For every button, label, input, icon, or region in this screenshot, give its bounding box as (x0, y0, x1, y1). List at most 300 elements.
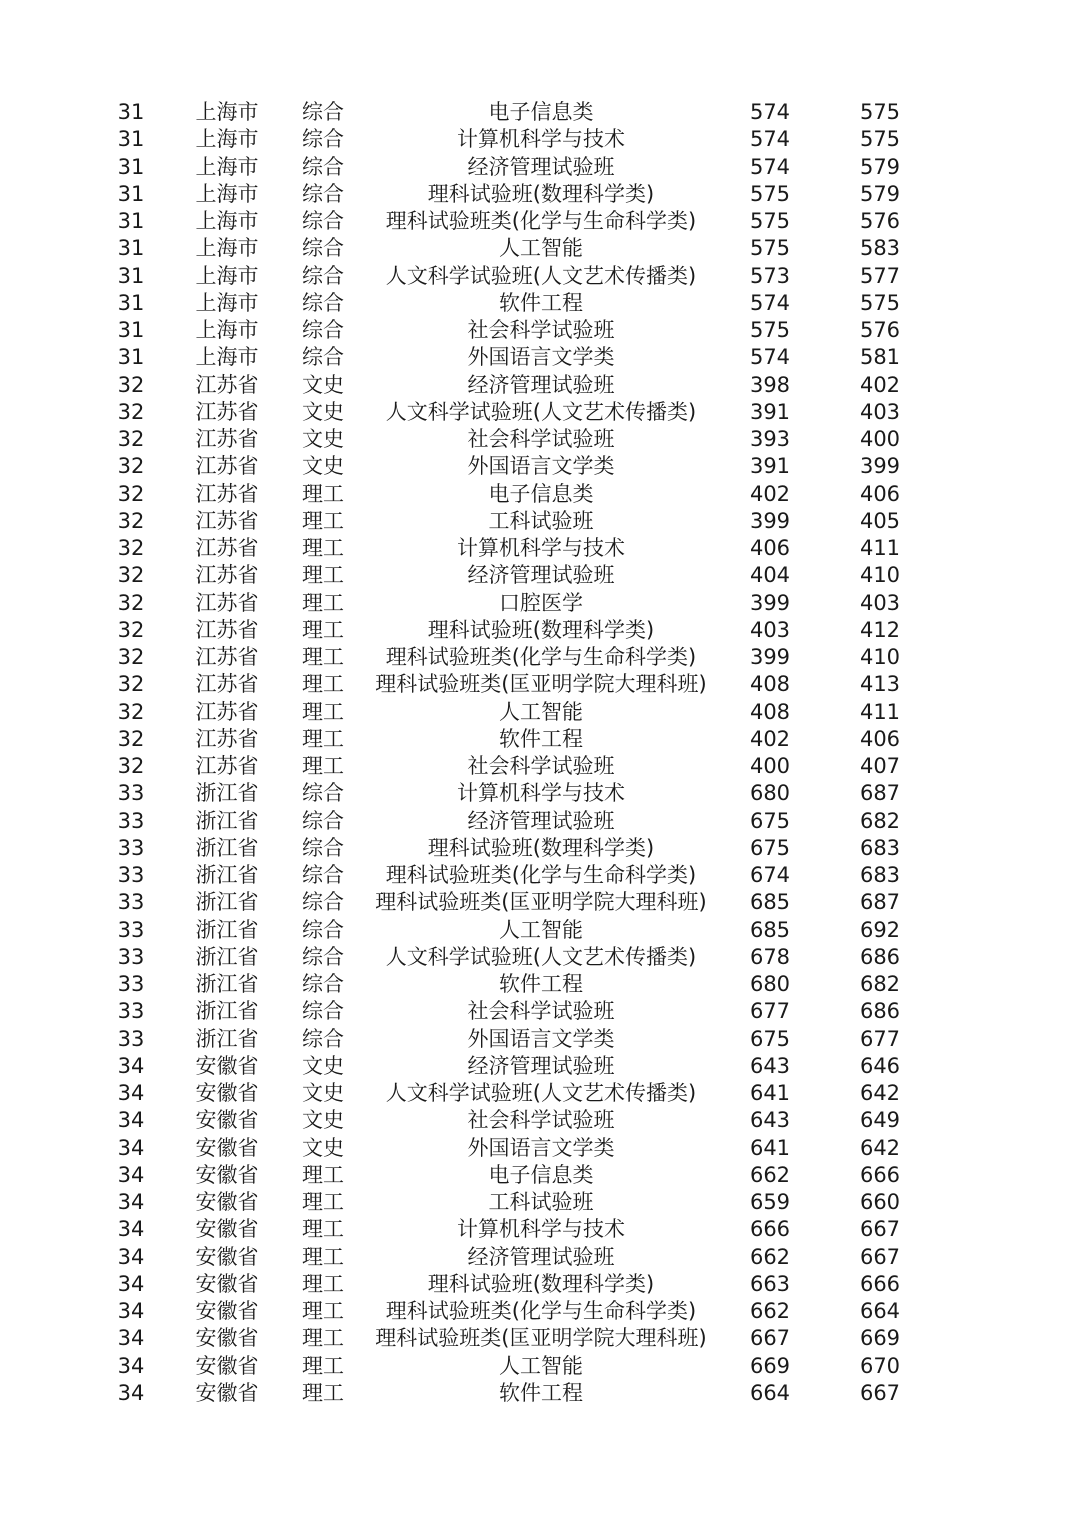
max-score-cell: 642 (859, 1081, 901, 1105)
table-row (0, 535, 1080, 562)
max-score-cell: 579 (859, 181, 901, 206)
max-score-cell: 412 (859, 617, 901, 642)
province-cell: 江苏省 (195, 645, 259, 669)
category-cell: 文史 (302, 454, 344, 479)
min-score-cell: 408 (749, 672, 791, 697)
min-score-cell: 573 (749, 263, 791, 288)
province-code-cell: 32 (117, 399, 145, 424)
table-row (0, 372, 1080, 399)
max-score-cell: 646 (859, 1053, 901, 1078)
table-row (0, 99, 1080, 126)
max-score-cell: 683 (859, 863, 901, 887)
province-code-cell: 32 (117, 427, 145, 451)
table-row (0, 290, 1080, 317)
province-code-cell: 34 (117, 1244, 145, 1269)
province-cell: 安徽省 (195, 1244, 259, 1269)
max-score-cell: 667 (859, 1244, 901, 1269)
major-cell: 工科试验班 (488, 508, 594, 533)
max-score-cell: 406 (859, 726, 901, 751)
major-cell: 人文科学试验班(人文艺术传播类) (385, 399, 697, 424)
major-cell: 人文科学试验班(人文艺术传播类) (385, 263, 697, 288)
table-row (0, 1135, 1080, 1162)
province-cell: 安徽省 (195, 1271, 259, 1296)
category-cell: 综合 (302, 944, 344, 969)
province-code-cell: 33 (117, 944, 145, 969)
table-row (0, 944, 1080, 971)
max-score-cell: 410 (859, 563, 901, 588)
category-cell: 理工 (302, 754, 344, 778)
province-code-cell: 32 (117, 563, 145, 588)
province-code-cell: 32 (117, 481, 145, 506)
min-score-cell: 575 (749, 181, 791, 206)
major-cell: 人工智能 (499, 236, 583, 261)
major-cell: 人文科学试验班(人文艺术传播类) (385, 944, 697, 969)
province-code-cell: 32 (117, 699, 145, 724)
max-score-cell: 583 (859, 236, 901, 261)
min-score-cell: 399 (749, 508, 791, 533)
category-cell: 理工 (302, 1271, 344, 1296)
max-score-cell: 649 (859, 1108, 901, 1133)
table-row (0, 1189, 1080, 1216)
min-score-cell: 685 (749, 890, 791, 915)
table-row (0, 644, 1080, 671)
category-cell: 文史 (302, 1053, 344, 1078)
min-score-cell: 574 (749, 127, 791, 152)
major-cell: 软件工程 (499, 972, 583, 996)
table-row (0, 481, 1080, 508)
min-score-cell: 399 (749, 590, 791, 615)
max-score-cell: 667 (859, 1217, 901, 1242)
max-score-cell: 660 (859, 1190, 901, 1214)
major-cell: 计算机科学与技术 (457, 536, 625, 560)
province-code-cell: 34 (117, 1108, 145, 1133)
major-cell: 经济管理试验班 (467, 1244, 615, 1269)
max-score-cell: 682 (859, 972, 901, 996)
max-score-cell: 405 (859, 508, 901, 533)
province-cell: 江苏省 (195, 399, 259, 424)
province-code-cell: 32 (117, 536, 145, 560)
province-cell: 浙江省 (195, 972, 259, 996)
min-score-cell: 398 (749, 372, 791, 397)
province-code-cell: 31 (117, 318, 145, 342)
major-cell: 外国语言文学类 (467, 1135, 615, 1160)
province-code-cell: 33 (117, 917, 145, 942)
max-score-cell: 575 (859, 100, 901, 124)
major-cell: 电子信息类 (488, 481, 594, 506)
table-row (0, 699, 1080, 726)
min-score-cell: 402 (749, 481, 791, 506)
province-cell: 浙江省 (195, 999, 259, 1024)
min-score-cell: 678 (749, 944, 791, 969)
table-row (0, 1053, 1080, 1080)
table-row (0, 862, 1080, 889)
province-code-cell: 32 (117, 508, 145, 533)
min-score-cell: 664 (749, 1380, 791, 1405)
category-cell: 综合 (302, 236, 344, 261)
max-score-cell: 577 (859, 263, 901, 288)
major-cell: 理科试验班(数理科学类) (427, 617, 655, 642)
min-score-cell: 680 (749, 781, 791, 806)
min-score-cell: 675 (749, 835, 791, 860)
max-score-cell: 413 (859, 672, 901, 697)
min-score-cell: 402 (749, 726, 791, 751)
category-cell: 综合 (302, 808, 344, 833)
table-row (0, 617, 1080, 644)
major-cell: 软件工程 (499, 726, 583, 751)
table-row (0, 208, 1080, 235)
category-cell: 文史 (302, 1108, 344, 1133)
province-cell: 江苏省 (195, 508, 259, 533)
category-cell: 理工 (302, 590, 344, 615)
province-code-cell: 32 (117, 726, 145, 751)
table-row (0, 1244, 1080, 1271)
max-score-cell: 677 (859, 1026, 901, 1051)
province-code-cell: 34 (117, 1053, 145, 1078)
province-code-cell: 31 (117, 290, 145, 315)
min-score-cell: 675 (749, 1026, 791, 1051)
max-score-cell: 576 (859, 318, 901, 342)
category-cell: 理工 (302, 1244, 344, 1269)
province-cell: 浙江省 (195, 808, 259, 833)
province-code-cell: 33 (117, 999, 145, 1024)
major-cell: 人工智能 (499, 699, 583, 724)
table-row (0, 508, 1080, 535)
max-score-cell: 581 (859, 345, 901, 370)
province-cell: 浙江省 (195, 781, 259, 806)
category-cell: 理工 (302, 1299, 344, 1323)
major-cell: 外国语言文学类 (467, 454, 615, 479)
min-score-cell: 408 (749, 699, 791, 724)
category-cell: 综合 (302, 835, 344, 860)
table-row (0, 1271, 1080, 1298)
province-cell: 上海市 (195, 127, 259, 152)
max-score-cell: 407 (859, 754, 901, 778)
major-cell: 理科试验班(数理科学类) (427, 1271, 655, 1296)
max-score-cell: 683 (859, 835, 901, 860)
province-cell: 江苏省 (195, 726, 259, 751)
min-score-cell: 574 (749, 154, 791, 179)
table-row (0, 1298, 1080, 1325)
category-cell: 综合 (302, 781, 344, 806)
category-cell: 理工 (302, 726, 344, 751)
major-cell: 经济管理试验班 (467, 808, 615, 833)
category-cell: 理工 (302, 645, 344, 669)
major-cell: 社会科学试验班 (467, 1108, 615, 1133)
min-score-cell: 391 (749, 454, 791, 479)
min-score-cell: 391 (749, 399, 791, 424)
major-cell: 计算机科学与技术 (457, 127, 625, 152)
max-score-cell: 400 (859, 427, 901, 451)
max-score-cell: 687 (859, 890, 901, 915)
category-cell: 综合 (302, 209, 344, 233)
table-row (0, 126, 1080, 153)
province-cell: 上海市 (195, 263, 259, 288)
table-row (0, 344, 1080, 371)
province-code-cell: 31 (117, 345, 145, 370)
category-cell: 综合 (302, 127, 344, 152)
province-code-cell: 34 (117, 1190, 145, 1214)
max-score-cell: 682 (859, 808, 901, 833)
province-code-cell: 34 (117, 1217, 145, 1242)
min-score-cell: 574 (749, 290, 791, 315)
province-cell: 上海市 (195, 236, 259, 261)
min-score-cell: 403 (749, 617, 791, 642)
province-code-cell: 33 (117, 835, 145, 860)
table-row (0, 726, 1080, 753)
min-score-cell: 643 (749, 1108, 791, 1133)
province-code-cell: 32 (117, 645, 145, 669)
major-cell: 经济管理试验班 (467, 154, 615, 179)
table-row (0, 998, 1080, 1025)
category-cell: 文史 (302, 1135, 344, 1160)
province-cell: 安徽省 (195, 1135, 259, 1160)
province-cell: 上海市 (195, 345, 259, 370)
province-code-cell: 32 (117, 372, 145, 397)
min-score-cell: 399 (749, 645, 791, 669)
table-row (0, 317, 1080, 344)
province-code-cell: 32 (117, 617, 145, 642)
min-score-cell: 677 (749, 999, 791, 1024)
max-score-cell: 664 (859, 1299, 901, 1323)
province-code-cell: 33 (117, 781, 145, 806)
table-row (0, 671, 1080, 698)
province-code-cell: 31 (117, 100, 145, 124)
category-cell: 理工 (302, 1190, 344, 1214)
category-cell: 文史 (302, 427, 344, 451)
province-cell: 江苏省 (195, 372, 259, 397)
table-row (0, 780, 1080, 807)
category-cell: 理工 (302, 536, 344, 560)
min-score-cell: 680 (749, 972, 791, 996)
table-row (0, 889, 1080, 916)
max-score-cell: 692 (859, 917, 901, 942)
major-cell: 理科试验班类(匡亚明学院大理科班) (375, 672, 707, 697)
major-cell: 理科试验班(数理科学类) (427, 835, 655, 860)
table-row (0, 399, 1080, 426)
max-score-cell: 642 (859, 1135, 901, 1160)
table-row (0, 263, 1080, 290)
category-cell: 综合 (302, 100, 344, 124)
province-code-cell: 31 (117, 127, 145, 152)
table-row (0, 971, 1080, 998)
table-row (0, 181, 1080, 208)
category-cell: 理工 (302, 699, 344, 724)
province-cell: 上海市 (195, 100, 259, 124)
province-cell: 江苏省 (195, 536, 259, 560)
min-score-cell: 641 (749, 1081, 791, 1105)
min-score-cell: 641 (749, 1135, 791, 1160)
table-row (0, 753, 1080, 780)
max-score-cell: 399 (859, 454, 901, 479)
min-score-cell: 404 (749, 563, 791, 588)
category-cell: 理工 (302, 1326, 344, 1351)
major-cell: 电子信息类 (488, 1162, 594, 1187)
major-cell: 社会科学试验班 (467, 427, 615, 451)
category-cell: 理工 (302, 508, 344, 533)
province-code-cell: 34 (117, 1353, 145, 1378)
min-score-cell: 666 (749, 1217, 791, 1242)
province-cell: 江苏省 (195, 699, 259, 724)
province-code-cell: 33 (117, 863, 145, 887)
max-score-cell: 402 (859, 372, 901, 397)
major-cell: 软件工程 (499, 1380, 583, 1405)
province-code-cell: 32 (117, 754, 145, 778)
table-row (0, 808, 1080, 835)
major-cell: 理科试验班(数理科学类) (427, 181, 655, 206)
min-score-cell: 575 (749, 209, 791, 233)
category-cell: 综合 (302, 917, 344, 942)
table-row (0, 1080, 1080, 1107)
province-cell: 安徽省 (195, 1190, 259, 1214)
major-cell: 外国语言文学类 (467, 345, 615, 370)
category-cell: 综合 (302, 1026, 344, 1051)
province-code-cell: 33 (117, 1026, 145, 1051)
category-cell: 综合 (302, 863, 344, 887)
province-cell: 江苏省 (195, 481, 259, 506)
major-cell: 计算机科学与技术 (457, 781, 625, 806)
province-code-cell: 31 (117, 263, 145, 288)
province-cell: 安徽省 (195, 1053, 259, 1078)
province-code-cell: 33 (117, 890, 145, 915)
province-code-cell: 34 (117, 1135, 145, 1160)
category-cell: 文史 (302, 399, 344, 424)
table-row (0, 235, 1080, 262)
province-code-cell: 31 (117, 154, 145, 179)
major-cell: 人文科学试验班(人文艺术传播类) (385, 1081, 697, 1105)
max-score-cell: 667 (859, 1380, 901, 1405)
min-score-cell: 662 (749, 1162, 791, 1187)
province-cell: 江苏省 (195, 427, 259, 451)
max-score-cell: 670 (859, 1353, 901, 1378)
major-cell: 人工智能 (499, 1353, 583, 1378)
major-cell: 人工智能 (499, 917, 583, 942)
province-code-cell: 32 (117, 590, 145, 615)
province-cell: 上海市 (195, 209, 259, 233)
category-cell: 理工 (302, 481, 344, 506)
table-row (0, 453, 1080, 480)
major-cell: 社会科学试验班 (467, 754, 615, 778)
major-cell: 理科试验班类(匡亚明学院大理科班) (375, 1326, 707, 1351)
max-score-cell: 411 (859, 536, 901, 560)
major-cell: 理科试验班类(匡亚明学院大理科班) (375, 890, 707, 915)
province-cell: 安徽省 (195, 1162, 259, 1187)
category-cell: 综合 (302, 999, 344, 1024)
min-score-cell: 393 (749, 427, 791, 451)
max-score-cell: 666 (859, 1162, 901, 1187)
min-score-cell: 669 (749, 1353, 791, 1378)
province-cell: 安徽省 (195, 1353, 259, 1378)
province-code-cell: 31 (117, 181, 145, 206)
max-score-cell: 576 (859, 209, 901, 233)
max-score-cell: 686 (859, 999, 901, 1024)
major-cell: 社会科学试验班 (467, 318, 615, 342)
min-score-cell: 674 (749, 863, 791, 887)
province-code-cell: 34 (117, 1299, 145, 1323)
province-code-cell: 32 (117, 454, 145, 479)
min-score-cell: 400 (749, 754, 791, 778)
major-cell: 经济管理试验班 (467, 563, 615, 588)
category-cell: 综合 (302, 972, 344, 996)
max-score-cell: 686 (859, 944, 901, 969)
major-cell: 理科试验班类(化学与生命科学类) (385, 209, 697, 233)
province-cell: 浙江省 (195, 944, 259, 969)
category-cell: 理工 (302, 617, 344, 642)
province-cell: 江苏省 (195, 563, 259, 588)
min-score-cell: 659 (749, 1190, 791, 1214)
max-score-cell: 575 (859, 127, 901, 152)
min-score-cell: 575 (749, 236, 791, 261)
major-cell: 外国语言文学类 (467, 1026, 615, 1051)
province-code-cell: 34 (117, 1162, 145, 1187)
max-score-cell: 687 (859, 781, 901, 806)
category-cell: 综合 (302, 181, 344, 206)
major-cell: 理科试验班类(化学与生命科学类) (385, 645, 697, 669)
province-cell: 上海市 (195, 181, 259, 206)
major-cell: 工科试验班 (488, 1190, 594, 1214)
province-code-cell: 33 (117, 808, 145, 833)
province-code-cell: 34 (117, 1081, 145, 1105)
province-cell: 浙江省 (195, 835, 259, 860)
min-score-cell: 574 (749, 100, 791, 124)
min-score-cell: 675 (749, 808, 791, 833)
category-cell: 综合 (302, 263, 344, 288)
min-score-cell: 643 (749, 1053, 791, 1078)
province-cell: 上海市 (195, 318, 259, 342)
category-cell: 理工 (302, 1217, 344, 1242)
max-score-cell: 406 (859, 481, 901, 506)
province-cell: 上海市 (195, 290, 259, 315)
max-score-cell: 403 (859, 399, 901, 424)
province-cell: 浙江省 (195, 917, 259, 942)
category-cell: 理工 (302, 563, 344, 588)
major-cell: 计算机科学与技术 (457, 1217, 625, 1242)
max-score-cell: 579 (859, 154, 901, 179)
table-row (0, 590, 1080, 617)
province-code-cell: 33 (117, 972, 145, 996)
table-row (0, 1380, 1080, 1407)
major-cell: 经济管理试验班 (467, 1053, 615, 1078)
min-score-cell: 685 (749, 917, 791, 942)
province-cell: 江苏省 (195, 590, 259, 615)
category-cell: 理工 (302, 1353, 344, 1378)
province-cell: 浙江省 (195, 863, 259, 887)
category-cell: 文史 (302, 372, 344, 397)
province-code-cell: 34 (117, 1380, 145, 1405)
min-score-cell: 663 (749, 1271, 791, 1296)
category-cell: 综合 (302, 890, 344, 915)
major-cell: 软件工程 (499, 290, 583, 315)
province-cell: 安徽省 (195, 1108, 259, 1133)
province-code-cell: 32 (117, 672, 145, 697)
province-code-cell: 31 (117, 236, 145, 261)
province-cell: 安徽省 (195, 1081, 259, 1105)
province-cell: 安徽省 (195, 1380, 259, 1405)
province-cell: 安徽省 (195, 1326, 259, 1351)
category-cell: 理工 (302, 672, 344, 697)
province-cell: 江苏省 (195, 754, 259, 778)
table-row (0, 426, 1080, 453)
province-cell: 江苏省 (195, 672, 259, 697)
max-score-cell: 410 (859, 645, 901, 669)
province-cell: 安徽省 (195, 1299, 259, 1323)
major-cell: 电子信息类 (488, 100, 594, 124)
min-score-cell: 667 (749, 1326, 791, 1351)
category-cell: 综合 (302, 318, 344, 342)
major-cell: 理科试验班类(化学与生命科学类) (385, 1299, 697, 1323)
major-cell: 经济管理试验班 (467, 372, 615, 397)
max-score-cell: 411 (859, 699, 901, 724)
table-row (0, 835, 1080, 862)
